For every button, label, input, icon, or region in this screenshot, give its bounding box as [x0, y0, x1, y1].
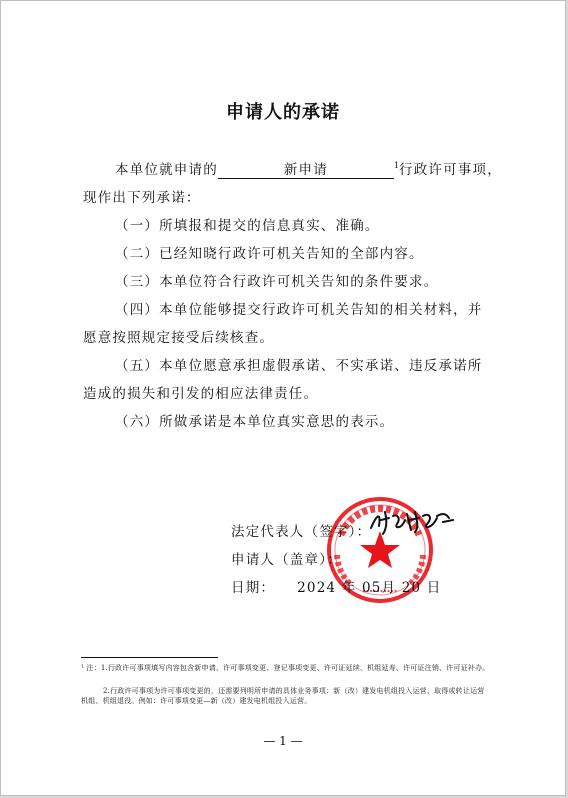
item-1: （一）所填报和提交的信息真实、准确。: [115, 218, 380, 234]
handwritten-signature: [367, 506, 457, 536]
footnote-2: 2.行政许可事项为许可事项变更的，还需要列明所申请的具体业务事项：新（改）建发电机组投入运营、取得或转让运营机组、机组退役。例如：许可事项变更—新（改）建发电机组投入运营。: [81, 687, 485, 705]
footnote-mark: 1: [393, 161, 399, 170]
document-page: [1, 1, 565, 795]
date-value: 2024 年 05月 20 日: [297, 580, 442, 596]
applicant-label: 申请人（盖章）：: [231, 552, 342, 568]
item-5: （五）本单位愿意承担虚假承诺、不实承诺、违反承诺所: [115, 358, 483, 374]
intro-line-2: 现作出下列承诺：: [83, 190, 201, 206]
intro-line: [115, 158, 502, 179]
date-label: 日期：: [231, 580, 276, 596]
item-6: （六）所做承诺是本单位真实意思的表示。: [115, 414, 395, 430]
matter-field: 新申请: [218, 162, 394, 179]
item-5-cont: 造成的损失和引发的相应法律责任。: [83, 386, 319, 402]
item-2: （二）已经知晓行政许可机关告知的全部内容。: [115, 246, 424, 262]
footnote-1: ¹ 注：1.行政许可事项填写内容包含新申请、许可事项变更、登记事项变更、许可证延续、机组延寿、许可证注销、许可证补办。: [81, 664, 490, 672]
intro-prefix: 本单位就申请的: [115, 162, 218, 178]
page-title: 申请人的承诺: [226, 102, 340, 123]
date-row: [231, 576, 442, 596]
page-number: — 1 —: [263, 734, 303, 748]
item-3: （三）本单位符合行政许可机关告知的条件要求。: [115, 274, 439, 290]
footnote-separator: [81, 657, 218, 658]
item-4-cont: 愿意按照规定接受后续核查。: [83, 330, 275, 346]
intro-suffix: 行政许可事项，: [399, 162, 502, 178]
representative-label: 法定代表人（签字）：: [231, 524, 372, 540]
item-4: （四）本单位能够提交行政许可机关告知的相关材料，并: [115, 302, 483, 318]
